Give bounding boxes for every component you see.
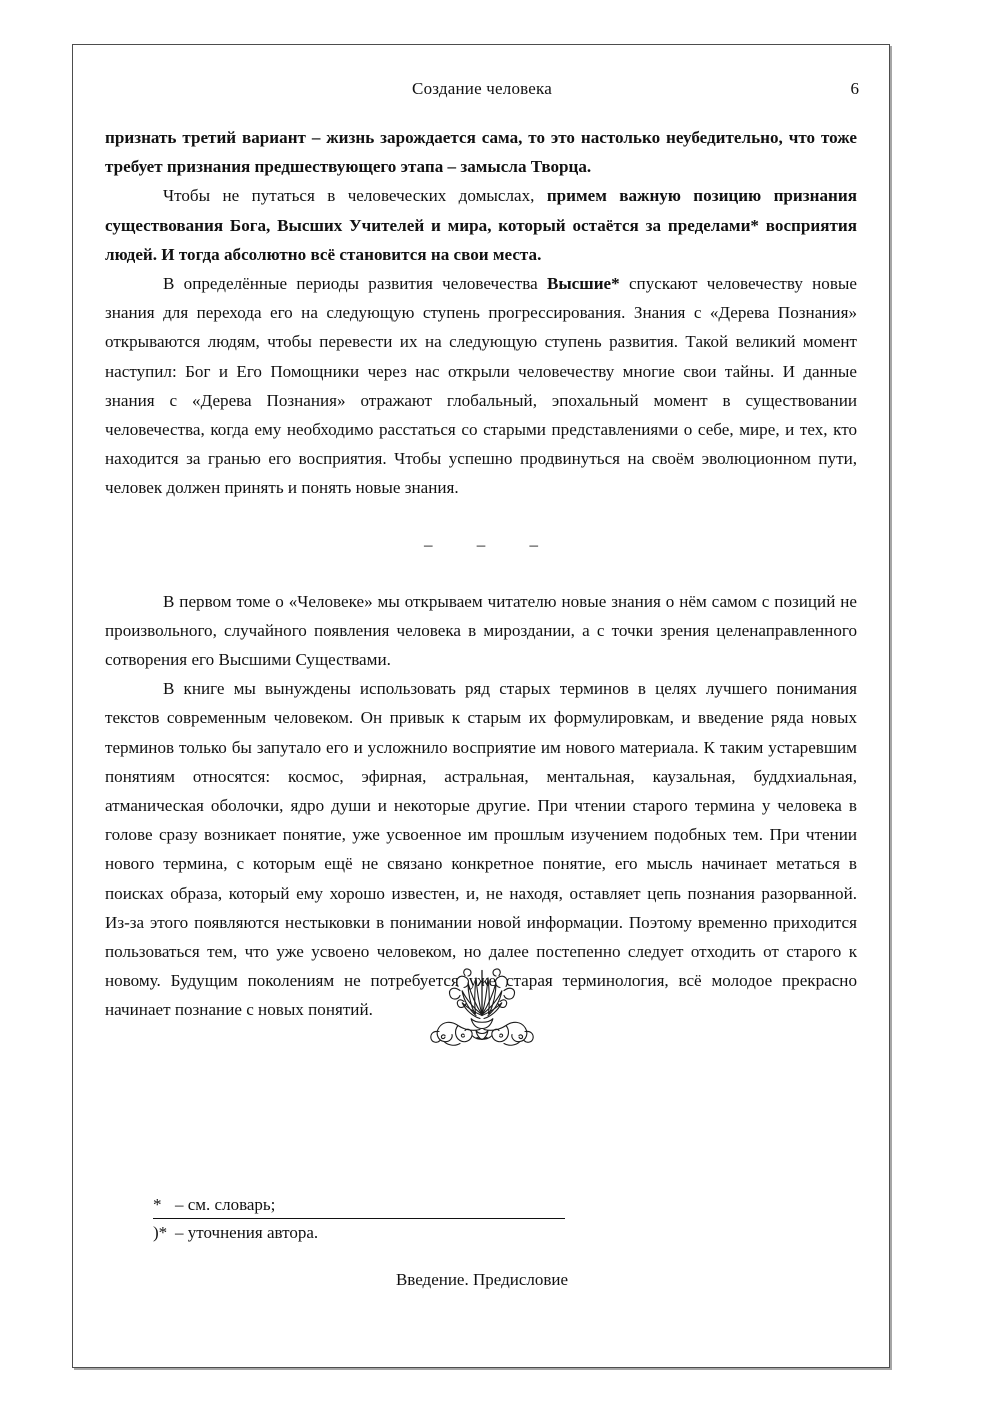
- page-number: 6: [850, 79, 859, 98]
- emphasized-term-vysshie: Высшие*: [546, 274, 620, 294]
- floral-palmette-ornament: [412, 953, 552, 1063]
- body-text-column: [105, 123, 857, 1025]
- footnote-text: – см. словарь;: [175, 1195, 276, 1214]
- page-sheet: [72, 44, 890, 1368]
- paragraph-first-volume: В первом томе о «Человеке» мы открываем читателю новые знания о нём самом с позиций не произвольного, случайного появления человека в мироздании, а с точки зрения целенаправленного сотворения его Высшими Существами.: [105, 591, 857, 670]
- section-dash-separator: – – –: [424, 535, 558, 555]
- paragraph-tail-text: спускают человечеству новые знания для перехода его на следующую ступень прогрессирования. Знания с «Дерева Познания» открываются людям, чтобы перевести их на следующую ступень развития. Такой великий момент наступил: Бог и Его Помощники через нас открыли человечеству многие свои тайны. И данные знания с «Дерева Познания» отражают глобальный, эпохальный момент в существовании человечества, когда ему необходимо расстаться со старыми представлениями о себе, мире, и тех, кто находится за гранью его восприятия. Чтобы успешно продвинуться на своём эволюционном пути, человек должен принять и понять новые знания.: [105, 274, 857, 498]
- paragraph-bold-text: примем важную позицию признания существования Бога, Высших Учителей и мира, который остаётся за пределами* восприятия людей. И тогда абсолютно всё становится на свои места.: [105, 186, 857, 264]
- paragraph-lead-text: В определённые периоды развития человечества: [163, 274, 547, 294]
- footnote-marker: *: [153, 1195, 162, 1214]
- footnotes-block: [153, 1191, 653, 1246]
- page-content-area: [91, 45, 873, 1367]
- running-head-title: Создание человека: [412, 79, 552, 98]
- paragraph-old-terms: В книге мы вынуждены использовать ряд старых терминов в целях лучшего понимания текстов современным человеком. Он привык к старым их формулировкам, и введение ряда новых терминов только бы запутало его и усложнило восприятие им нового материала. К таким устаревшим понятиям относятся: космос, эфирная, астральная, ментальная, каузальная, буддхиальная, атманическая оболочки, ядро души и некоторые другие. При чтении старого термина у человека в голове сразу возникает понятие, уже усвоенное им прошлым изучением подобных тем. При чтении нового термина, с которым ещё не связано конкретное понятие, его мысль начинает метаться в поисках образа, который ему хорошо известен, и, не находя, оставляет цепь познания разорванной. Из-за этого появляются нестыковки в понимании новой информации. Поэтому временно приходится пользоваться тем, что уже усвоено человеком, но далее постепенно следует отходить от старого к новому. Будущим поколениям не потребуется уже старая терминология, всё молодое прекрасно начинает познание с новых понятий.: [105, 679, 857, 1020]
- paragraph-higher-ones: [105, 269, 857, 503]
- footnote-text: – уточнения автора.: [175, 1223, 319, 1242]
- paragraph-mixed-emphasis: [105, 181, 857, 269]
- footnote-author-note: [153, 1219, 653, 1246]
- running-head: [91, 77, 873, 101]
- footnote-marker: )*: [153, 1223, 168, 1242]
- paragraph-bold-continuation: признать третий вариант – жизнь зарождается сама, то это настолько неубедительно, что тоже требует признания предшествующего этапа – замысла Творца.: [105, 128, 857, 177]
- footnote-glossary: [153, 1191, 565, 1219]
- paragraph-lead-text: Чтобы не путаться в человеческих домыслах,: [163, 186, 547, 206]
- closing-caption: Введение. Предисловие: [395, 1270, 569, 1289]
- ornament-container: [91, 953, 873, 1068]
